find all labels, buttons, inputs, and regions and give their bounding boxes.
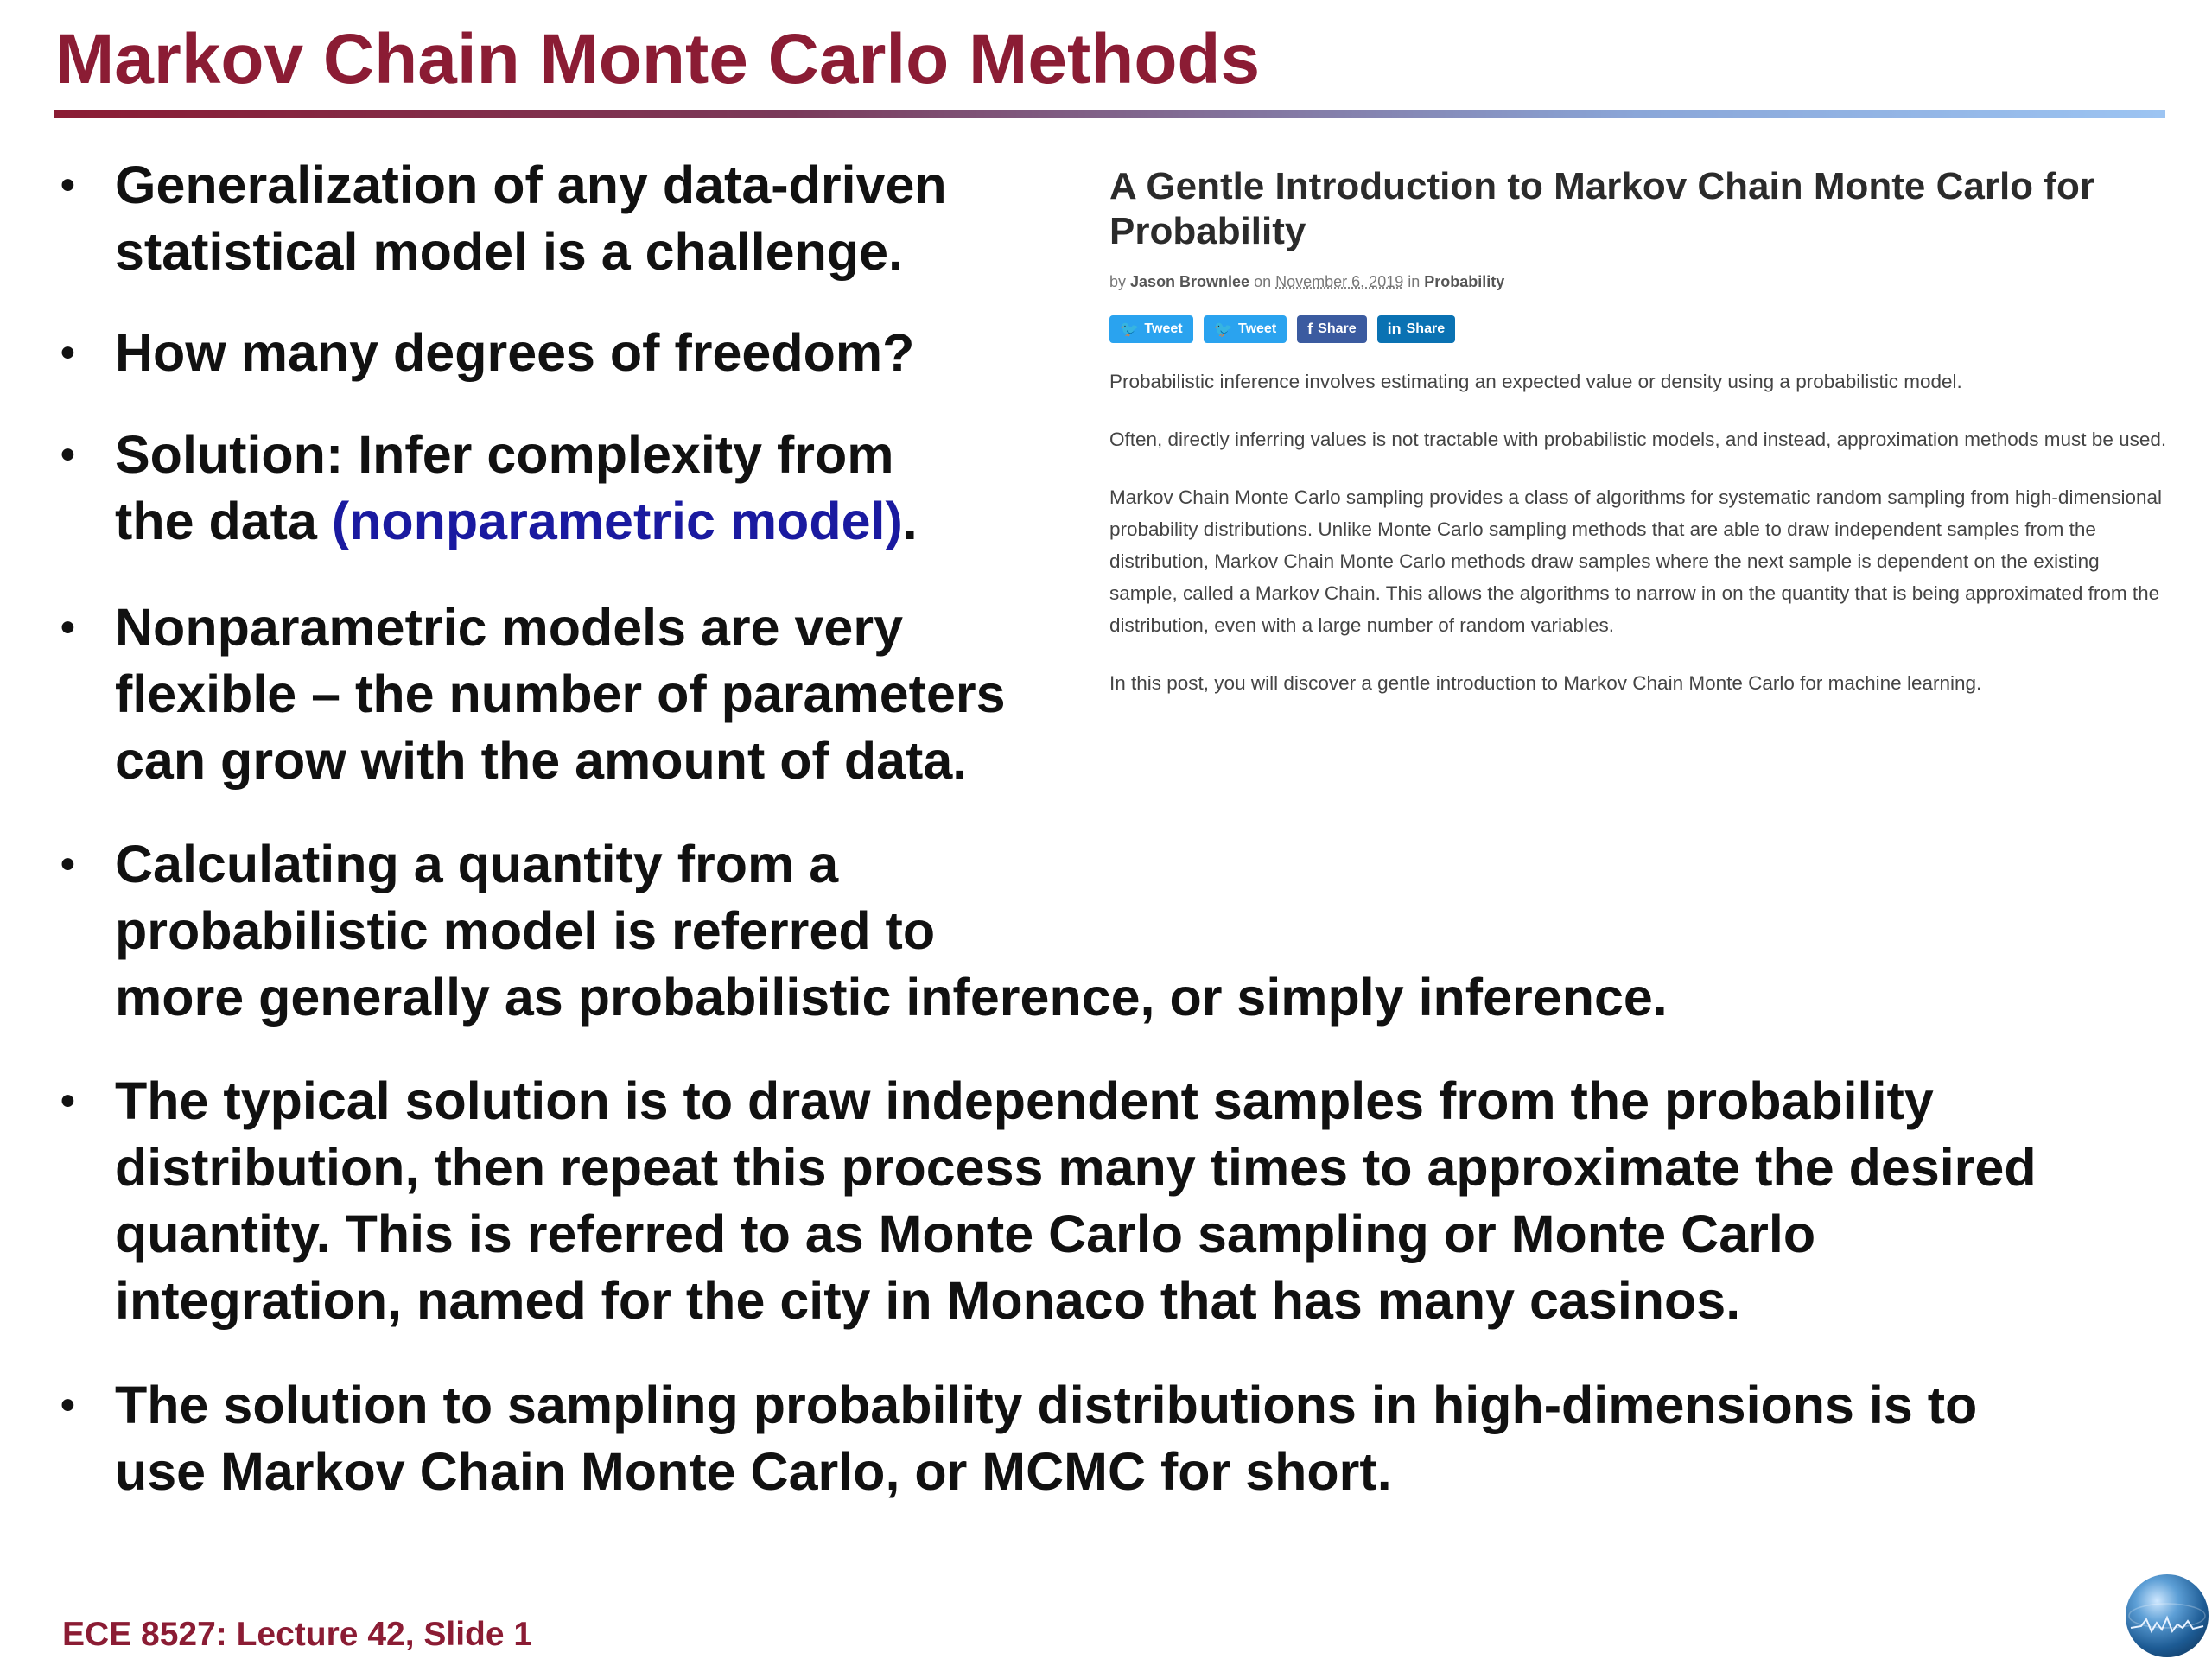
bullet-dot: • <box>60 605 75 651</box>
facebook-icon: f <box>1307 320 1313 338</box>
linkedin-icon: in <box>1387 320 1402 338</box>
article-paragraph: Often, directly inferring values is not tractable with probabilistic models, and instead, approximation methods must be used. <box>1109 429 2167 450</box>
bullet-dot: • <box>60 330 75 376</box>
share-label: Tweet <box>1238 321 1277 336</box>
bullet-line: use Markov Chain Monte Carlo, or MCMC for short. <box>115 1442 1392 1501</box>
bullet-dot: • <box>60 432 75 478</box>
title-underline <box>54 110 2165 118</box>
bullet-line: The typical solution is to draw independent samples from the probability <box>115 1071 1934 1130</box>
share-label: Share <box>1318 321 1357 336</box>
bullet-probabilistic-inference <box>60 831 1668 1031</box>
bullet-generalization <box>60 152 947 285</box>
article-screenshot <box>1109 164 2169 804</box>
bullet-line: quantity. This is referred to as Monte Carlo sampling or Monte Carlo <box>115 1205 1816 1263</box>
slide-footer: ECE 8527: Lecture 42, Slide 1 <box>62 1616 533 1653</box>
bullet-line: Calculating a quantity from a <box>115 835 839 893</box>
globe-logo <box>2126 1574 2209 1657</box>
article-paragraph: Probabilistic inference involves estimating an expected value or density using a probabilistic model. <box>1109 371 1962 392</box>
article-paragraph: In this post, you will discover a gentle introduction to Markov Chain Monte Carlo for machine learning. <box>1109 672 1982 694</box>
bullet-line-prefix: the data <box>115 492 332 550</box>
bullet-line: Solution: Infer complexity from <box>115 425 894 484</box>
facebook-share-button[interactable] <box>1297 315 1366 343</box>
byline-by: by <box>1109 273 1127 290</box>
byline-in: in <box>1408 273 1421 290</box>
bullet-line: integration, named for the city in Monaco that has many casinos. <box>115 1271 1741 1330</box>
byline-on: on <box>1254 273 1272 290</box>
bullet-line: can grow with the amount of data. <box>115 731 968 790</box>
article-title <box>1109 164 2169 254</box>
slide-title: Markov Chain Monte Carlo Methods <box>55 20 1261 99</box>
share-label: Share <box>1406 321 1446 336</box>
bullet-line-suffix: . <box>902 492 918 550</box>
twitter-icon: 🐦 <box>1213 320 1233 338</box>
share-buttons <box>1109 315 2169 343</box>
twitter-icon: 🐦 <box>1120 320 1140 338</box>
article-paragraph: Markov Chain Monte Carlo sampling provides a class of algorithms for systematic random sampling from high-dimensional probability distributions. Unlike Monte Carlo sampling methods that are able to draw independent samples from the distribution, Markov Chain Monte Carlo methods draw samples where the next sample is dependent on the existing sample, called a Markov Chain. This allows the algorithms to narrow in on the quantity that is being approximated from the distribution, even with a large number of random variables. <box>1109 486 2162 636</box>
bullet-line: flexible – the number of parameters <box>115 664 1006 723</box>
bullet-line: Nonparametric models are very <box>115 598 904 657</box>
bullet-nonparametric-flexible <box>60 594 1006 794</box>
article-fade-edge <box>1109 769 2169 804</box>
bullet-line: more generally as probabilistic inference, or simply inference. <box>115 968 1668 1027</box>
bullet-dot: • <box>60 1078 75 1124</box>
globe-waveform-icon <box>2126 1574 2209 1657</box>
bullet-dot: • <box>60 842 75 887</box>
bullet-dot: • <box>60 1382 75 1428</box>
linkedin-share-button[interactable] <box>1377 315 1455 343</box>
bullet-dot: • <box>60 162 75 208</box>
bullet-line: The solution to sampling probability distributions in high-dimensions is to <box>115 1376 1978 1434</box>
bullet-line: How many degrees of freedom? <box>115 323 915 382</box>
share-label: Tweet <box>1144 321 1183 336</box>
bullet-monte-carlo-sampling <box>60 1068 2037 1334</box>
article-date: November 6, 2019 <box>1275 273 1404 290</box>
bullet-mcmc <box>60 1372 1978 1505</box>
bullet-solution <box>60 422 918 555</box>
bullet-line: probabilistic model is referred to <box>115 901 936 960</box>
article-byline <box>1109 273 2169 291</box>
category-link[interactable]: Probability <box>1424 273 1505 290</box>
nonparametric-model-highlight: (nonparametric model) <box>331 492 903 550</box>
article-title-line: A Gentle Introduction to Markov Chain Monte Carlo for <box>1109 165 2094 207</box>
bullet-line: Generalization of any data-driven <box>115 156 947 214</box>
tweet-button[interactable] <box>1109 315 1193 343</box>
bullet-line: distribution, then repeat this process many times to approximate the desired <box>115 1138 2037 1197</box>
bullet-line: statistical model is a challenge. <box>115 222 903 281</box>
tweet-button[interactable] <box>1204 315 1287 343</box>
author-link[interactable]: Jason Brownlee <box>1130 273 1250 290</box>
bullet-degrees-of-freedom <box>60 320 915 386</box>
article-title-line: Probability <box>1109 210 1306 252</box>
